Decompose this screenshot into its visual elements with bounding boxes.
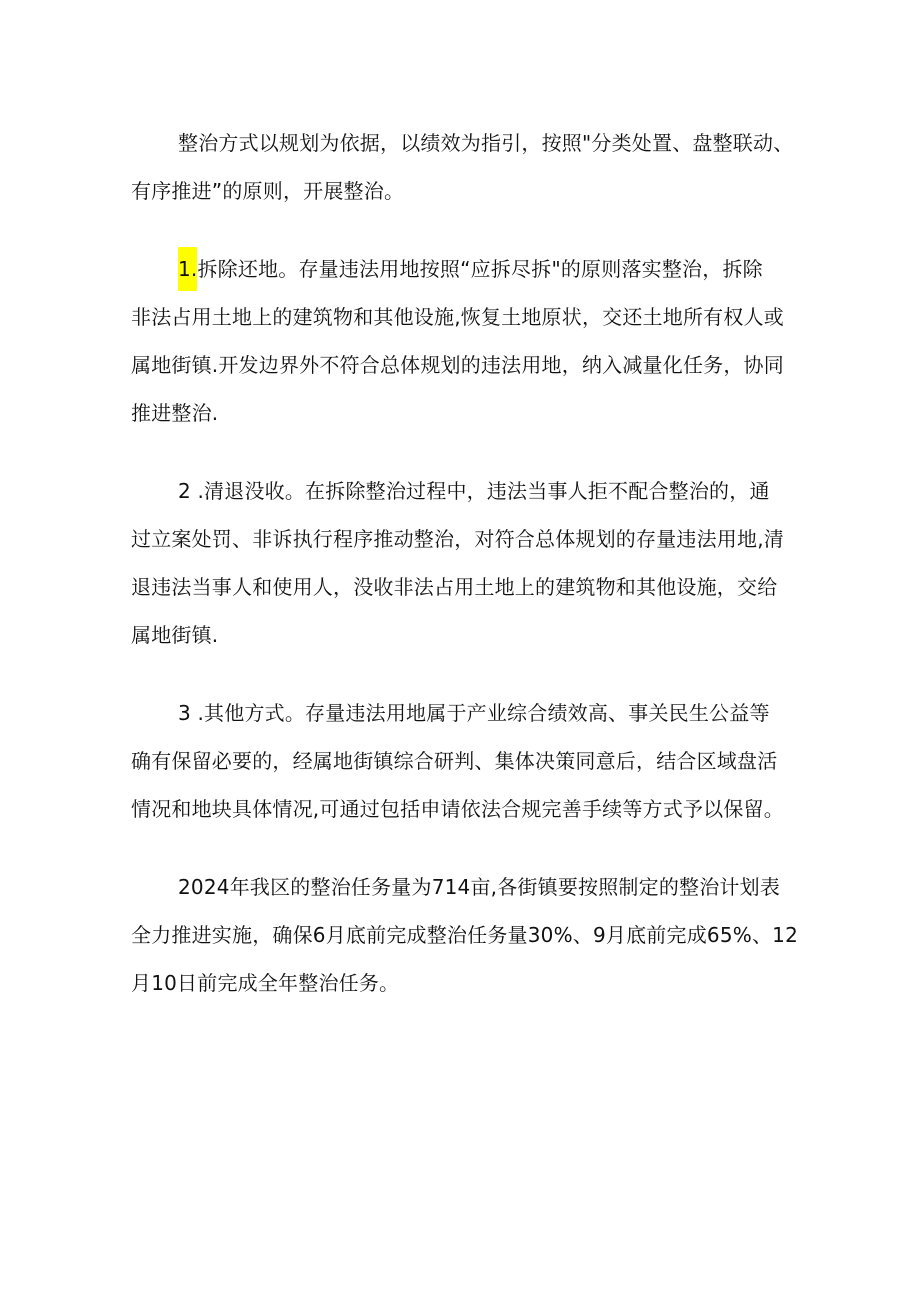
paragraph-demolition [131, 245, 791, 437]
text-line: 月10日前完成全年整治任务。 [131, 971, 400, 995]
paragraph-method-overview [131, 119, 794, 215]
text-line: 属地街镇.开发边界外不符合总体规划的违法用地，纳入减量化任务，协同 [131, 353, 784, 377]
text-line: 2024年我区的整治任务量为714亩,各街镇要按照制定的整治计划表 [178, 875, 781, 899]
text-line: 有序推进”的原则，开展整治。 [131, 179, 405, 203]
text-line: 确有保留必要的，经属地街镇综合研判、集体决策同意后，结合区域盘活 [131, 749, 778, 773]
text-span: 拆除还地。存量违法用地按照“应拆尽拆"的原则落实整治，拆除 [197, 257, 763, 281]
text-line: 情况和地块具体情况,可通过包括申请依法合规完善手续等方式予以保留。 [131, 797, 784, 821]
text-line: 过立案处罚、非诉执行程序推动整治，对符合总体规划的存量违法用地,清 [131, 527, 784, 551]
text-line: 属地街镇. [131, 623, 219, 647]
text-line: 非法占用土地上的建筑物和其他设施,恢复土地原状，交还土地所有权人或 [131, 305, 784, 329]
text-line: 整治方式以规划为依据，以绩效为指引，按照"分类处置、盘整联动、 [178, 131, 794, 155]
paragraph-confiscation [131, 467, 791, 659]
text-line: 推进整治. [131, 401, 219, 425]
text-line: 3 .其他方式。存量违法用地属于产业综合绩效高、事关民生公益等 [178, 701, 770, 725]
text-line: 2 .清退没收。在拆除整治过程中，违法当事人拒不配合整治的，通 [178, 479, 770, 503]
text-line: 全力推进实施，确保6月底前完成整治任务量30%、9月底前完成65%、12 [131, 923, 799, 947]
paragraph-2024-targets [131, 863, 799, 1007]
text-line [131, 245, 791, 293]
paragraph-other-methods [131, 689, 791, 833]
text-line: 退违法当事人和使用人，没收非法占用土地上的建筑物和其他设施，交给 [131, 575, 778, 599]
highlighted-number-marker: 1. [178, 247, 197, 291]
